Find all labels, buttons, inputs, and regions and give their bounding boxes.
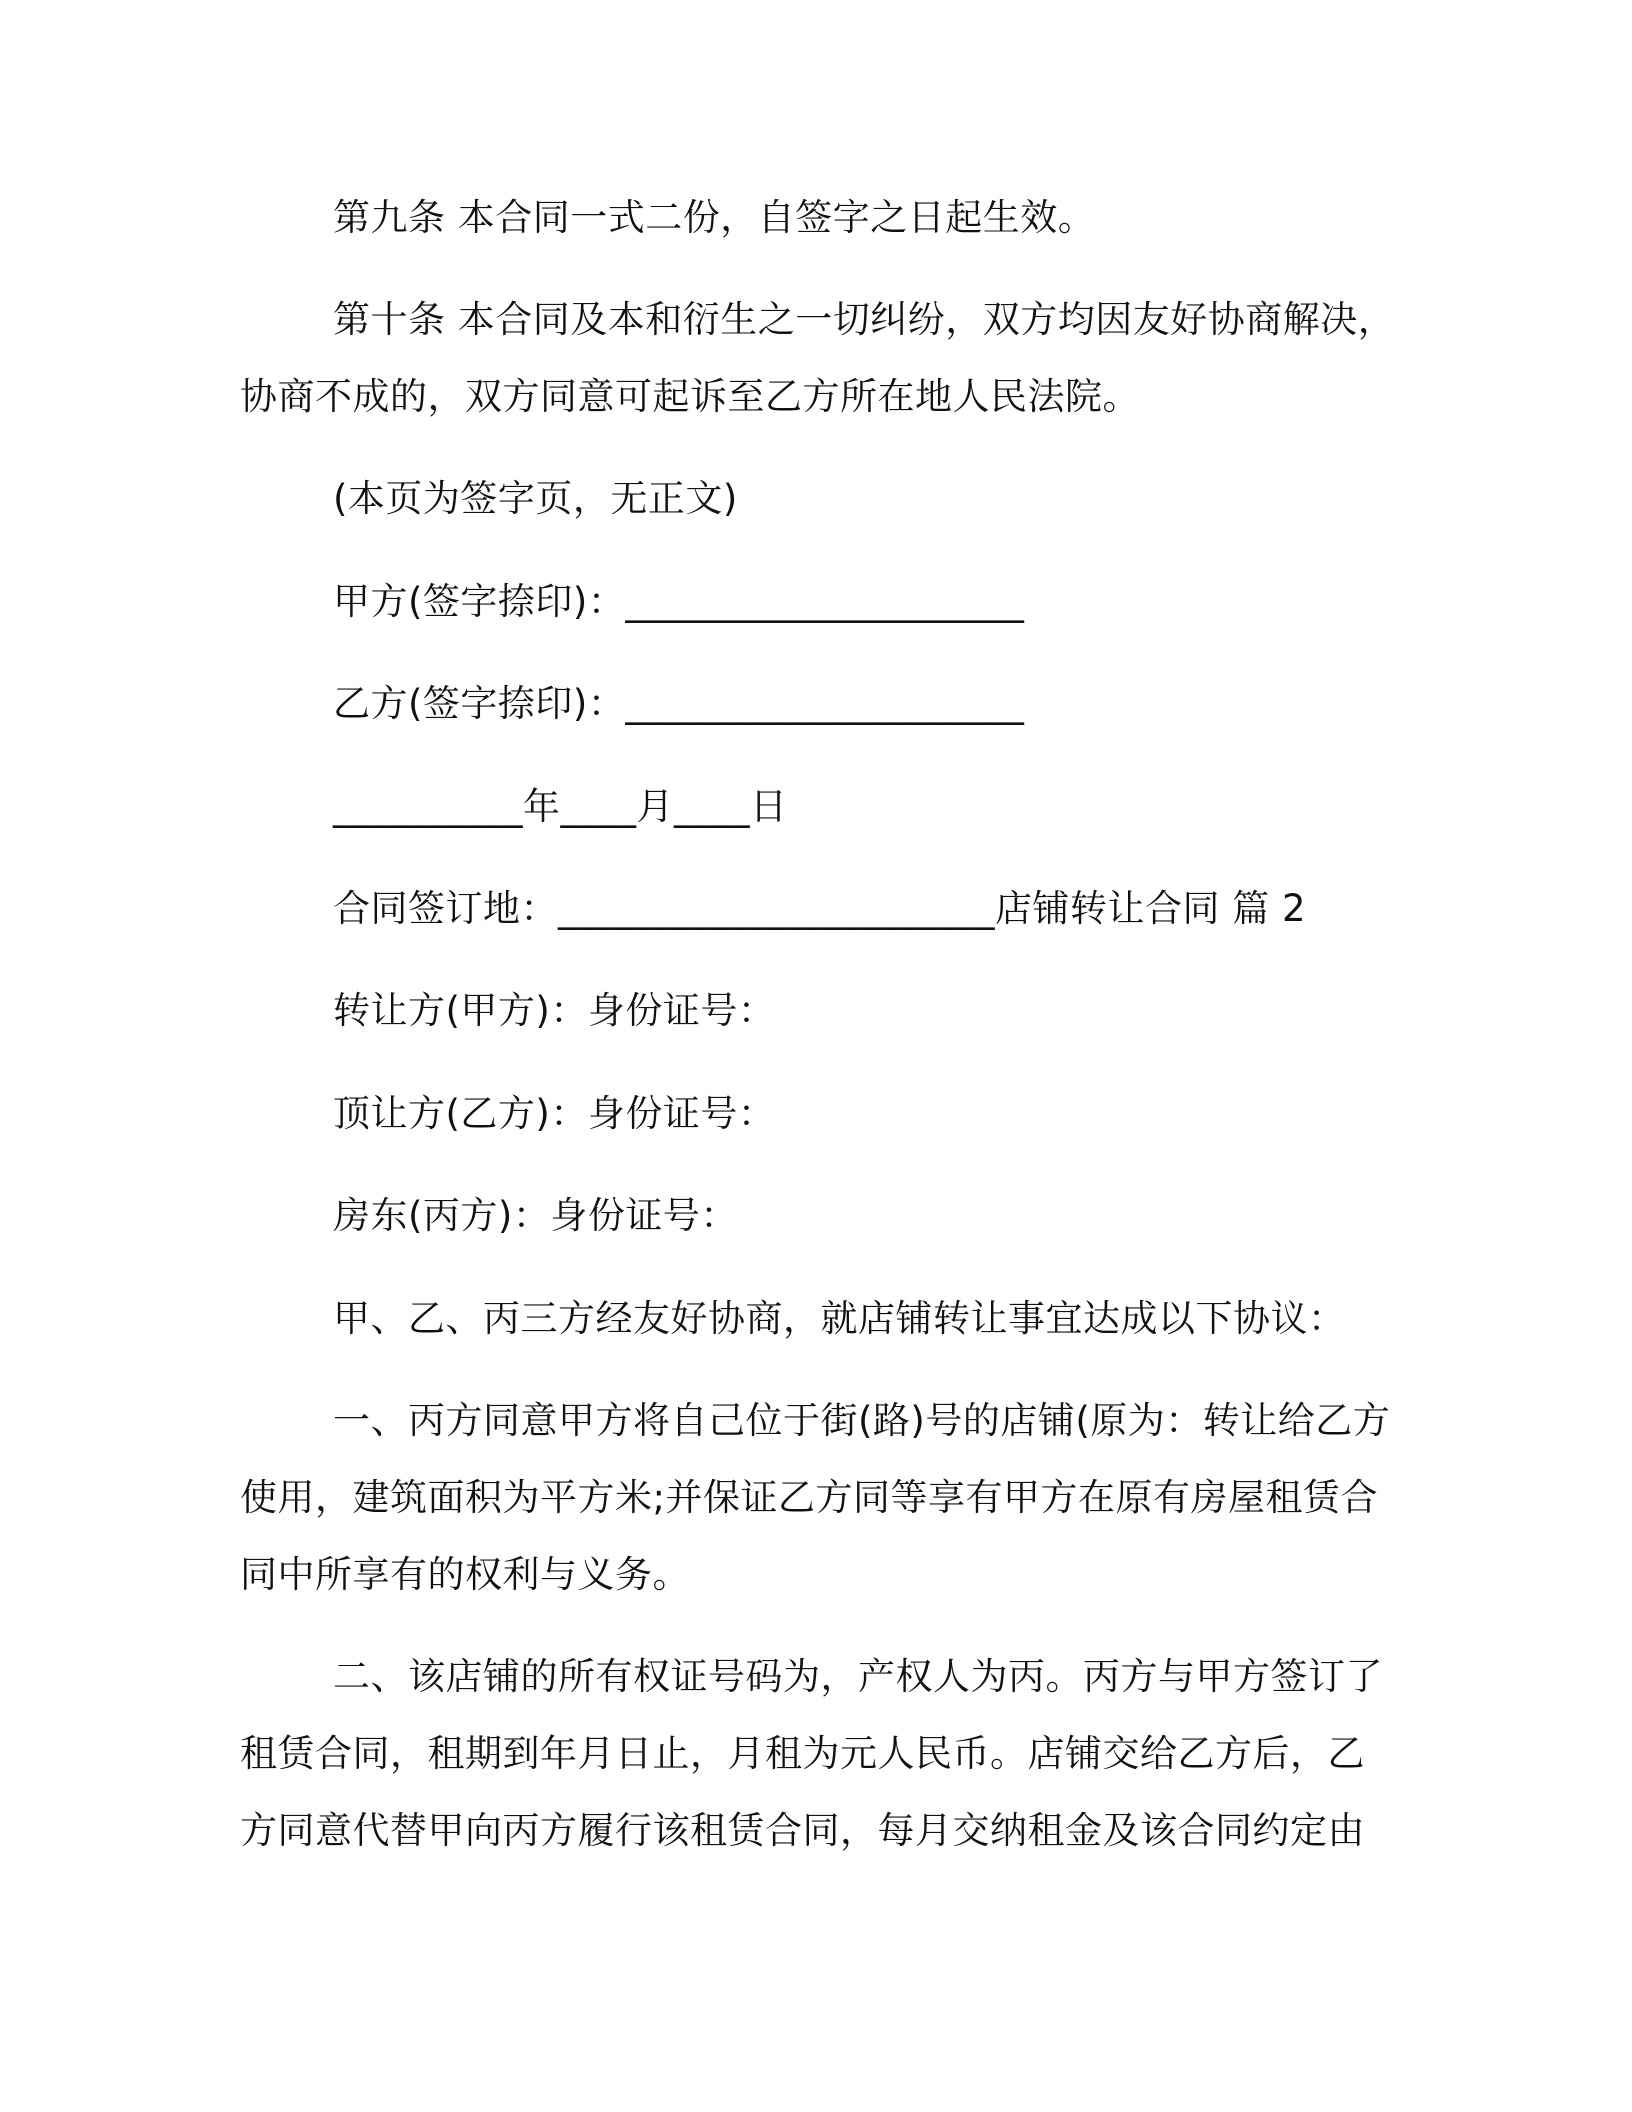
article-1-line-1: 一、丙方同意甲方将自己位于街(路)号的店铺(原为：转让给乙方 xyxy=(333,1399,1391,1442)
signature-page-note: (本页为签字页，无正文) xyxy=(333,477,738,520)
article-1-line-3: 同中所享有的权利与义务。 xyxy=(240,1553,690,1596)
signing-place-line: 合同签订地：_______________________店铺转让合同 篇 2 xyxy=(333,887,1307,930)
article-2-line-3: 方同意代替甲向丙方履行该租赁合同，每月交纳租金及该合同约定由 xyxy=(240,1809,1365,1852)
transferor-line: 转让方(甲方)：身份证号： xyxy=(333,989,776,1032)
clause-10-line-1: 第十条 本合同及本和衍生之一切纠纷，双方均因友好协商解决， xyxy=(333,298,1396,341)
article-1-line-2: 使用，建筑面积为平方米;并保证乙方同等享有甲方在原有房屋租赁合 xyxy=(240,1476,1378,1519)
transferee-line: 顶让方(乙方)：身份证号： xyxy=(333,1092,776,1135)
landlord-line: 房东(丙方)：身份证号： xyxy=(333,1194,738,1237)
date-line: __________年____月____日 xyxy=(333,785,788,828)
agreement-intro: 甲、乙、丙三方经友好协商，就店铺转让事宜达成以下协议： xyxy=(333,1297,1346,1340)
party-b-signature-line: 乙方(签字捺印)：_____________________ xyxy=(333,682,1025,725)
article-2-line-2: 租赁合同，租期到年月日止，月租为元人民币。店铺交给乙方后，乙 xyxy=(240,1732,1365,1775)
clause-9: 第九条 本合同一式二份，自签字之日起生效。 xyxy=(333,196,1096,239)
clause-10-line-2: 协商不成的，双方同意可起诉至乙方所在地人民法院。 xyxy=(240,375,1140,418)
article-2-line-1: 二、该店铺的所有权证号码为，产权人为丙。丙方与甲方签订了 xyxy=(333,1655,1383,1698)
party-a-signature-line: 甲方(签字捺印)：_____________________ xyxy=(333,580,1025,623)
